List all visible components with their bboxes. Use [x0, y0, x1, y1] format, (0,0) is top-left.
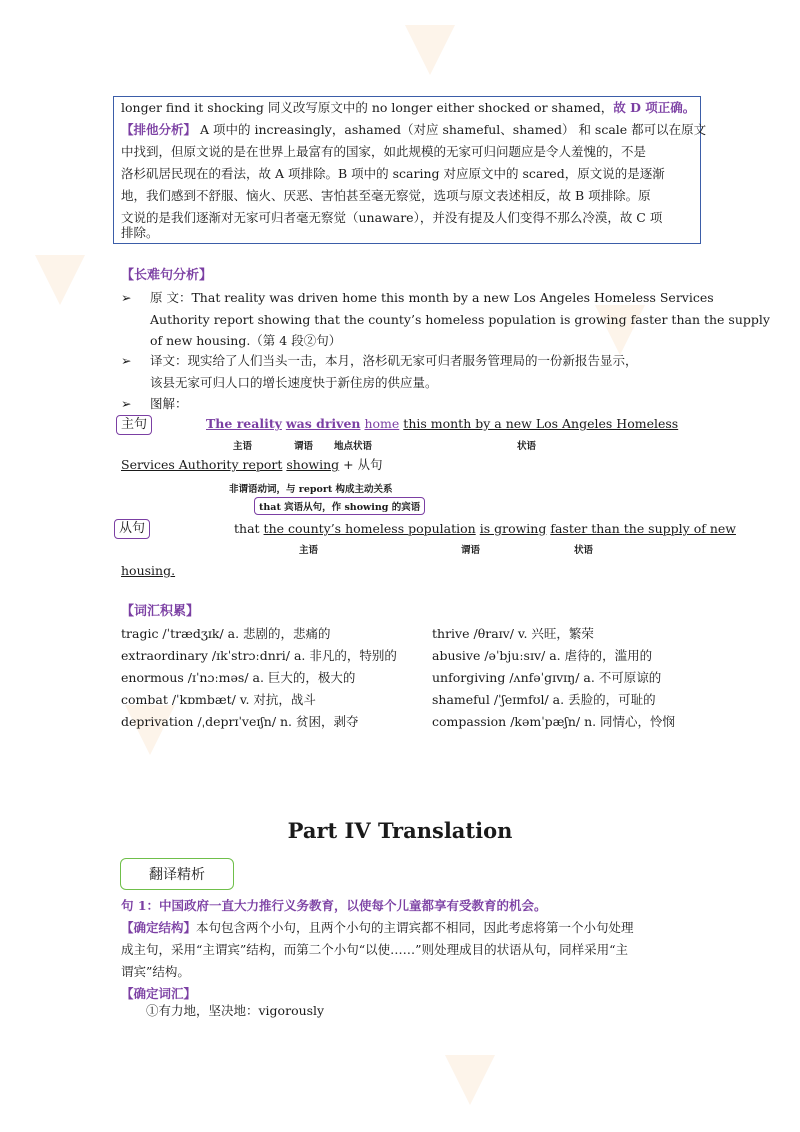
diagram-row-4: housing. — [121, 563, 176, 578]
diagram-row-2: Services Authority report showing + 从句 — [121, 457, 383, 472]
label-adverbial: 状语 — [517, 441, 537, 452]
note-nonfinite: 非谓语动词，与 report 构成主动关系 — [229, 484, 393, 495]
box-line-2: 【排他分析】 A 项中的 increasingly，ashamed（对应 shameful、shamed） 和 scale 都可以在原文 — [121, 122, 707, 137]
structure-line-3: 谓宾”结构。 — [121, 964, 190, 979]
bullet-original-3: of new housing.（第 4 段②句） — [150, 333, 342, 348]
box-line-7: 排除。 — [121, 225, 159, 240]
sentence-1: 句 1：中国政府一直大力推行义务教育，以使每个儿童都享有受教育的机会。 — [121, 898, 547, 913]
vocab-heading: 【词汇积累】 — [121, 604, 200, 619]
vocab-left-1: tragic /ˈtrædʒɪk/ a. 悲剧的，悲痛的 — [121, 626, 331, 641]
label2-subject: 主语 — [299, 545, 319, 556]
box-line-6: 文说的是我们逐渐对无家可归者毫无察觉（unaware），并没有提及人们变得不那么冷漠，故 C 项 — [121, 210, 663, 225]
label2-predicate: 谓语 — [461, 545, 481, 556]
diagram-row-1: The reality was driven home this month by a new Los Angeles Homeless — [206, 416, 679, 431]
bullet-diagram-label: 图解： — [150, 396, 188, 411]
vocab-left-5: deprivation /ˌdeprɪˈveɪʃn/ n. 贫困，剥夺 — [121, 714, 359, 729]
structure-line-1: 【确定结构】本句包含两个小句，且两个小句的主谓宾都不相同，因此考虑将第一个小句处理 — [121, 920, 634, 935]
label-place-adverbial: 地点状语 — [334, 441, 373, 452]
sub-clause-tag: 从句 — [114, 519, 150, 539]
vocab-right-3: unforgiving /ʌnfəˈgɪvɪŋ/ a. 不可原谅的 — [432, 670, 662, 685]
watermark-logo — [30, 250, 90, 310]
bullet-original-1: 原 文：That reality was driven home this month by a new Los Angeles Homeless Services — [150, 290, 714, 305]
vocab-left-3: enormous /ɪˈnɔːməs/ a. 巨大的，极大的 — [121, 670, 356, 685]
bullet-original-2: Authority report showing that the county’s homeless population is growing faster than the supply — [150, 312, 770, 327]
bullet-marker: ➢ — [121, 290, 132, 305]
label-subject: 主语 — [233, 441, 253, 452]
vocab-right-2: abusive /əˈbjuːsɪv/ a. 虐待的，滥用的 — [432, 648, 653, 663]
vocab-determination-heading: 【确定词汇】 — [121, 986, 197, 1001]
main-clause-tag: 主句 — [116, 415, 152, 435]
vocab-item-1: ①有力地，坚决地：vigorously — [146, 1003, 325, 1018]
structure-line-2: 成主句，采用“主谓宾”结构，而第二个小句“以使……”则处理成目的状语从句，同样采用“主 — [121, 942, 628, 957]
vocab-right-5: compassion /kəmˈpæʃn/ n. 同情心，怜悯 — [432, 714, 676, 729]
vocab-left-2: extraordinary /ɪkˈstrɔːdnri/ a. 非凡的，特别的 — [121, 648, 397, 663]
vocab-right-4: shameful /ˈʃeɪmfʊl/ a. 丢脸的，可耻的 — [432, 692, 656, 707]
long-sentence-heading: 【长难句分析】 — [121, 268, 213, 283]
bullet-marker: ➢ — [121, 396, 132, 411]
box-line-5: 地，我们感到不舒服、恼火、厌恶、害怕甚至毫无察觉，选项与原文表述相反，故 B 项排除。原 — [121, 188, 651, 203]
bullet-translation-1: 译文：现实给了人们当头一击，本月，洛杉矶无家可归者服务管理局的一份新报告显示， — [150, 353, 638, 368]
note-object-clause: that 宾语从句，作 showing 的宾语 — [254, 497, 425, 515]
label-predicate: 谓语 — [294, 441, 314, 452]
vocab-left-4: combat /ˈkɒmbæt/ v. 对抗，战斗 — [121, 692, 316, 707]
watermark-logo — [440, 1050, 500, 1110]
bullet-translation-2: 该县无家可归人口的增长速度快于新住房的供应量。 — [150, 375, 438, 390]
watermark-logo — [400, 20, 460, 80]
section-title: Part IV Translation — [287, 818, 513, 843]
label2-adverbial: 状语 — [574, 545, 594, 556]
bullet-marker: ➢ — [121, 353, 132, 368]
box-line-3: 中找到，但原文说的是在世界上最富有的国家，如此规模的无家可归问题应是令人羞愧的，不是 — [121, 144, 647, 159]
box-line-4: 洛杉矶居民现在的看法，故 A 项排除。B 项中的 scaring 对应原文中的 scared，原文说的是逐渐 — [121, 166, 665, 181]
box-line-1: longer find it shocking 同义改写原文中的 no longer either shocked or shamed，故 D 项正确。 — [121, 100, 696, 115]
diagram-row-3: that the county’s homeless population is growing faster than the supply of new — [234, 521, 736, 536]
translation-section-tab: 翻译精析 — [120, 858, 234, 890]
vocab-right-1: thrive /θraɪv/ v. 兴旺，繁荣 — [432, 626, 594, 641]
